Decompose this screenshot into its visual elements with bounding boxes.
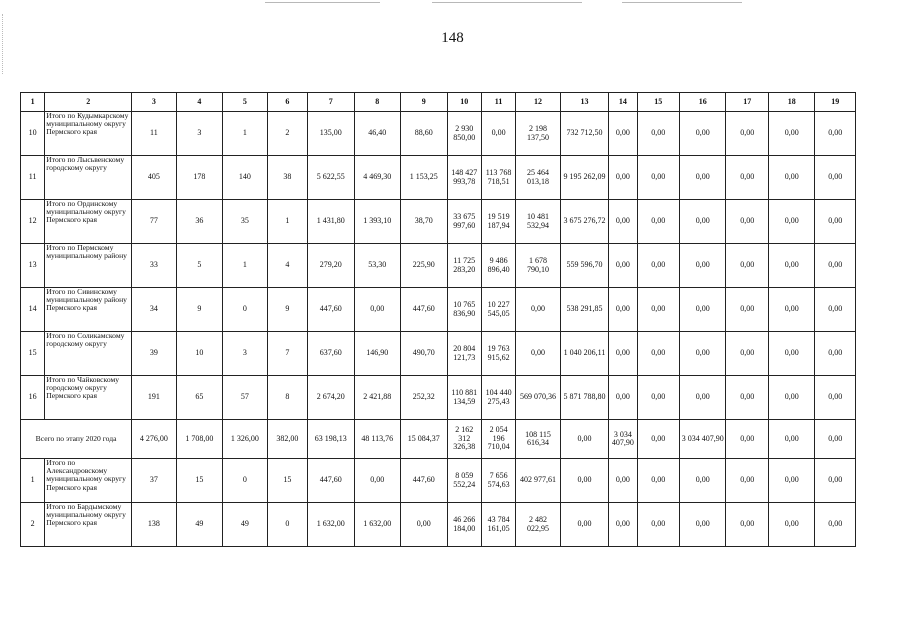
table-cell: 0,00 bbox=[768, 332, 815, 376]
table-cell: 11 bbox=[132, 112, 176, 156]
table-cell: 1 678 790,10 bbox=[516, 244, 560, 288]
table-cell: 1 040 206,11 bbox=[560, 332, 609, 376]
table-cell: 569 070,36 bbox=[516, 376, 560, 420]
table-cell: 33 675 997,60 bbox=[447, 200, 481, 244]
table-cell: 43 784 161,05 bbox=[481, 503, 515, 547]
table-cell: 1 326,00 bbox=[223, 420, 267, 459]
row-number: 12 bbox=[21, 200, 45, 244]
table-cell: 0,00 bbox=[637, 503, 679, 547]
column-header: 15 bbox=[637, 93, 679, 112]
table-cell: 0,00 bbox=[679, 156, 726, 200]
table-cell: 2 421,88 bbox=[354, 376, 401, 420]
row-number: 1 bbox=[21, 459, 45, 503]
table-cell: 3 034 407,90 bbox=[679, 420, 726, 459]
table-cell: 0,00 bbox=[609, 156, 637, 200]
row-number: 13 bbox=[21, 244, 45, 288]
table-cell: 0,00 bbox=[637, 156, 679, 200]
table-row bbox=[21, 200, 856, 244]
table-body bbox=[21, 93, 856, 547]
municipality-name: Итого по Чайковскому городскому округу Пермского края bbox=[45, 376, 132, 420]
table-cell: 2 930 850,00 bbox=[447, 112, 481, 156]
table-cell: 732 712,50 bbox=[560, 112, 609, 156]
table-cell: 447,60 bbox=[308, 288, 355, 332]
table-cell: 0,00 bbox=[354, 459, 401, 503]
table-cell: 0,00 bbox=[726, 459, 768, 503]
column-header: 6 bbox=[267, 93, 307, 112]
table-cell: 7 bbox=[267, 332, 307, 376]
municipality-name: Итого по Соликамскому городскому округу bbox=[45, 332, 132, 376]
data-table bbox=[20, 92, 856, 547]
table-cell: 0,00 bbox=[637, 288, 679, 332]
table-row bbox=[21, 332, 856, 376]
table-cell: 38,70 bbox=[401, 200, 448, 244]
table-cell: 447,60 bbox=[308, 459, 355, 503]
table-cell: 0,00 bbox=[679, 503, 726, 547]
table-cell: 0,00 bbox=[516, 288, 560, 332]
column-header: 9 bbox=[401, 93, 448, 112]
municipality-name: Итого по Ординскому муниципальному округу Пермского края bbox=[45, 200, 132, 244]
table-cell: 252,32 bbox=[401, 376, 448, 420]
column-header: 19 bbox=[815, 93, 856, 112]
table-cell: 0,00 bbox=[637, 244, 679, 288]
table-cell: 3 bbox=[176, 112, 223, 156]
column-header: 11 bbox=[481, 93, 515, 112]
table-cell: 0,00 bbox=[679, 376, 726, 420]
table-cell: 0,00 bbox=[726, 112, 768, 156]
table-cell: 38 bbox=[267, 156, 307, 200]
table-cell: 0,00 bbox=[726, 376, 768, 420]
table-cell: 2 674,20 bbox=[308, 376, 355, 420]
table-cell: 20 804 121,73 bbox=[447, 332, 481, 376]
table-cell: 10 bbox=[176, 332, 223, 376]
table-cell: 53,30 bbox=[354, 244, 401, 288]
row-number: 2 bbox=[21, 503, 45, 547]
table-cell: 405 bbox=[132, 156, 176, 200]
table-cell: 0,00 bbox=[637, 332, 679, 376]
table-cell: 0,00 bbox=[609, 244, 637, 288]
table-cell: 382,00 bbox=[267, 420, 307, 459]
table-cell: 2 198 137,50 bbox=[516, 112, 560, 156]
table-cell: 8 bbox=[267, 376, 307, 420]
table-cell: 0,00 bbox=[726, 420, 768, 459]
table-cell: 1 bbox=[223, 112, 267, 156]
table-cell: 1 632,00 bbox=[354, 503, 401, 547]
row-number: 14 bbox=[21, 288, 45, 332]
table-cell: 0,00 bbox=[679, 288, 726, 332]
table-cell: 402 977,61 bbox=[516, 459, 560, 503]
table-cell: 146,90 bbox=[354, 332, 401, 376]
municipality-name: Итого по Бардымскому муниципальному округу Пермского края bbox=[45, 503, 132, 547]
table-cell: 3 bbox=[223, 332, 267, 376]
table-cell: 0,00 bbox=[637, 420, 679, 459]
header-row bbox=[21, 93, 856, 112]
table-cell: 0 bbox=[267, 503, 307, 547]
table-cell: 9 195 262,09 bbox=[560, 156, 609, 200]
column-header: 12 bbox=[516, 93, 560, 112]
table-cell: 110 881 134,59 bbox=[447, 376, 481, 420]
table-cell: 178 bbox=[176, 156, 223, 200]
table-cell: 11 725 283,20 bbox=[447, 244, 481, 288]
table-cell: 0,00 bbox=[679, 332, 726, 376]
table-cell: 36 bbox=[176, 200, 223, 244]
table-row bbox=[21, 288, 856, 332]
column-header: 5 bbox=[223, 93, 267, 112]
table-cell: 559 596,70 bbox=[560, 244, 609, 288]
table-cell: 25 464 013,18 bbox=[516, 156, 560, 200]
table-cell: 225,90 bbox=[401, 244, 448, 288]
table-cell: 0,00 bbox=[354, 288, 401, 332]
column-header: 7 bbox=[308, 93, 355, 112]
table-cell: 10 227 545,05 bbox=[481, 288, 515, 332]
table-cell: 0,00 bbox=[768, 200, 815, 244]
table-cell: 0,00 bbox=[726, 156, 768, 200]
table-cell: 4 276,00 bbox=[132, 420, 176, 459]
table-cell: 33 bbox=[132, 244, 176, 288]
table-cell: 538 291,85 bbox=[560, 288, 609, 332]
column-header: 4 bbox=[176, 93, 223, 112]
table-cell: 0,00 bbox=[726, 200, 768, 244]
table-row bbox=[21, 156, 856, 200]
table-cell: 0,00 bbox=[679, 244, 726, 288]
table-row bbox=[21, 376, 856, 420]
table-cell: 3 675 276,72 bbox=[560, 200, 609, 244]
table-cell: 0,00 bbox=[815, 200, 856, 244]
table-cell: 0,00 bbox=[768, 244, 815, 288]
column-header: 10 bbox=[447, 93, 481, 112]
column-header: 2 bbox=[45, 93, 132, 112]
table-cell: 0,00 bbox=[481, 112, 515, 156]
table-cell: 1 708,00 bbox=[176, 420, 223, 459]
table-cell: 8 059 552,24 bbox=[447, 459, 481, 503]
table-cell: 19 763 915,62 bbox=[481, 332, 515, 376]
total-row bbox=[21, 420, 856, 459]
table-cell: 0,00 bbox=[768, 503, 815, 547]
table-cell: 0,00 bbox=[768, 420, 815, 459]
table-cell: 57 bbox=[223, 376, 267, 420]
table-cell: 0,00 bbox=[560, 420, 609, 459]
table-cell: 15 084,37 bbox=[401, 420, 448, 459]
table-cell: 15 bbox=[267, 459, 307, 503]
table-cell: 46 266 184,00 bbox=[447, 503, 481, 547]
table-cell: 4 bbox=[267, 244, 307, 288]
table-cell: 2 482 022,95 bbox=[516, 503, 560, 547]
table-cell: 0,00 bbox=[726, 332, 768, 376]
column-header: 3 bbox=[132, 93, 176, 112]
table-cell: 0,00 bbox=[560, 459, 609, 503]
table-cell: 0,00 bbox=[609, 200, 637, 244]
table-cell: 5 bbox=[176, 244, 223, 288]
column-header: 1 bbox=[21, 93, 45, 112]
table-cell: 9 486 896,40 bbox=[481, 244, 515, 288]
table-cell: 5 622,55 bbox=[308, 156, 355, 200]
municipality-name: Итого по Александровскому муниципальному округу Пермского края bbox=[45, 459, 132, 503]
table-cell: 0,00 bbox=[768, 288, 815, 332]
table-cell: 1 431,80 bbox=[308, 200, 355, 244]
top-rule-center bbox=[432, 2, 582, 3]
total-label: Всего по этапу 2020 года bbox=[21, 420, 132, 459]
table-cell: 3 034 407,90 bbox=[609, 420, 637, 459]
table-cell: 0,00 bbox=[768, 376, 815, 420]
table-cell: 113 768 718,51 bbox=[481, 156, 515, 200]
table-cell: 0,00 bbox=[637, 112, 679, 156]
table-cell: 0,00 bbox=[679, 112, 726, 156]
table-cell: 148 427 993,78 bbox=[447, 156, 481, 200]
table-row bbox=[21, 244, 856, 288]
table-cell: 0,00 bbox=[637, 200, 679, 244]
table-cell: 77 bbox=[132, 200, 176, 244]
table-cell: 0,00 bbox=[609, 288, 637, 332]
table-cell: 0,00 bbox=[609, 112, 637, 156]
column-header: 16 bbox=[679, 93, 726, 112]
table-cell: 0 bbox=[223, 288, 267, 332]
table-cell: 1 bbox=[267, 200, 307, 244]
table-cell: 0,00 bbox=[768, 112, 815, 156]
table-cell: 7 656 574,63 bbox=[481, 459, 515, 503]
table-cell: 0,00 bbox=[637, 459, 679, 503]
table-cell: 88,60 bbox=[401, 112, 448, 156]
table-row bbox=[21, 112, 856, 156]
top-rule-right bbox=[622, 2, 742, 3]
table-cell: 48 113,76 bbox=[354, 420, 401, 459]
table-cell: 0,00 bbox=[679, 459, 726, 503]
table-cell: 63 198,13 bbox=[308, 420, 355, 459]
table-cell: 1 153,25 bbox=[401, 156, 448, 200]
table-cell: 0,00 bbox=[679, 200, 726, 244]
table-cell: 0 bbox=[223, 459, 267, 503]
column-header: 13 bbox=[560, 93, 609, 112]
table-cell: 34 bbox=[132, 288, 176, 332]
table-cell: 0,00 bbox=[516, 332, 560, 376]
table-cell: 2 bbox=[267, 112, 307, 156]
table-cell: 49 bbox=[223, 503, 267, 547]
table-cell: 447,60 bbox=[401, 288, 448, 332]
table-cell: 0,00 bbox=[726, 288, 768, 332]
table-cell: 637,60 bbox=[308, 332, 355, 376]
table-cell: 447,60 bbox=[401, 459, 448, 503]
table-cell: 2 162 312 326,38 bbox=[447, 420, 481, 459]
column-header: 8 bbox=[354, 93, 401, 112]
column-header: 17 bbox=[726, 93, 768, 112]
table-cell: 35 bbox=[223, 200, 267, 244]
table-cell: 37 bbox=[132, 459, 176, 503]
table-cell: 15 bbox=[176, 459, 223, 503]
table-cell: 0,00 bbox=[768, 156, 815, 200]
table-cell: 5 871 788,80 bbox=[560, 376, 609, 420]
column-header: 14 bbox=[609, 93, 637, 112]
row-number: 11 bbox=[21, 156, 45, 200]
table-cell: 0,00 bbox=[815, 244, 856, 288]
table-cell: 0,00 bbox=[815, 503, 856, 547]
table-cell: 0,00 bbox=[815, 332, 856, 376]
municipality-name: Итого по Пермскому муниципальному району bbox=[45, 244, 132, 288]
table-cell: 0,00 bbox=[637, 376, 679, 420]
row-number: 15 bbox=[21, 332, 45, 376]
table-cell: 0,00 bbox=[815, 288, 856, 332]
table-cell: 0,00 bbox=[609, 376, 637, 420]
table-cell: 19 519 187,94 bbox=[481, 200, 515, 244]
top-rule-left bbox=[265, 2, 380, 3]
table-cell: 10 765 836,90 bbox=[447, 288, 481, 332]
table-cell: 10 481 532,94 bbox=[516, 200, 560, 244]
page-number: 148 bbox=[441, 30, 464, 46]
table-cell: 0,00 bbox=[609, 459, 637, 503]
table-cell: 0,00 bbox=[815, 459, 856, 503]
municipality-name: Итого по Сивинскому муниципальному району Пермского края bbox=[45, 288, 132, 332]
table-cell: 0,00 bbox=[560, 503, 609, 547]
table-cell: 4 469,30 bbox=[354, 156, 401, 200]
table-cell: 46,40 bbox=[354, 112, 401, 156]
table-cell: 65 bbox=[176, 376, 223, 420]
table-cell: 0,00 bbox=[401, 503, 448, 547]
table-cell: 2 054 196 710,04 bbox=[481, 420, 515, 459]
table-cell: 39 bbox=[132, 332, 176, 376]
table-cell: 0,00 bbox=[815, 420, 856, 459]
row-number: 16 bbox=[21, 376, 45, 420]
table-cell: 0,00 bbox=[609, 503, 637, 547]
row-number: 10 bbox=[21, 112, 45, 156]
table-row bbox=[21, 459, 856, 503]
table-cell: 191 bbox=[132, 376, 176, 420]
table-cell: 490,70 bbox=[401, 332, 448, 376]
table-cell: 49 bbox=[176, 503, 223, 547]
table-cell: 108 115 616,34 bbox=[516, 420, 560, 459]
table-cell: 140 bbox=[223, 156, 267, 200]
table-cell: 0,00 bbox=[609, 332, 637, 376]
table-cell: 138 bbox=[132, 503, 176, 547]
table-cell: 1 393,10 bbox=[354, 200, 401, 244]
table-cell: 135,00 bbox=[308, 112, 355, 156]
table-cell: 0,00 bbox=[815, 376, 856, 420]
table-cell: 0,00 bbox=[726, 503, 768, 547]
table-cell: 279,20 bbox=[308, 244, 355, 288]
municipality-name: Итого по Лысьвенскому городскому округу bbox=[45, 156, 132, 200]
table-cell: 0,00 bbox=[815, 112, 856, 156]
table-cell: 0,00 bbox=[726, 244, 768, 288]
table-row bbox=[21, 503, 856, 547]
table-cell: 104 440 275,43 bbox=[481, 376, 515, 420]
table-cell: 9 bbox=[176, 288, 223, 332]
table-cell: 0,00 bbox=[815, 156, 856, 200]
table-cell: 0,00 bbox=[768, 459, 815, 503]
table-cell: 1 632,00 bbox=[308, 503, 355, 547]
municipality-name: Итого по Кудымкарскому муниципальному округу Пермского края bbox=[45, 112, 132, 156]
table-cell: 1 bbox=[223, 244, 267, 288]
column-header: 18 bbox=[768, 93, 815, 112]
table-cell: 9 bbox=[267, 288, 307, 332]
